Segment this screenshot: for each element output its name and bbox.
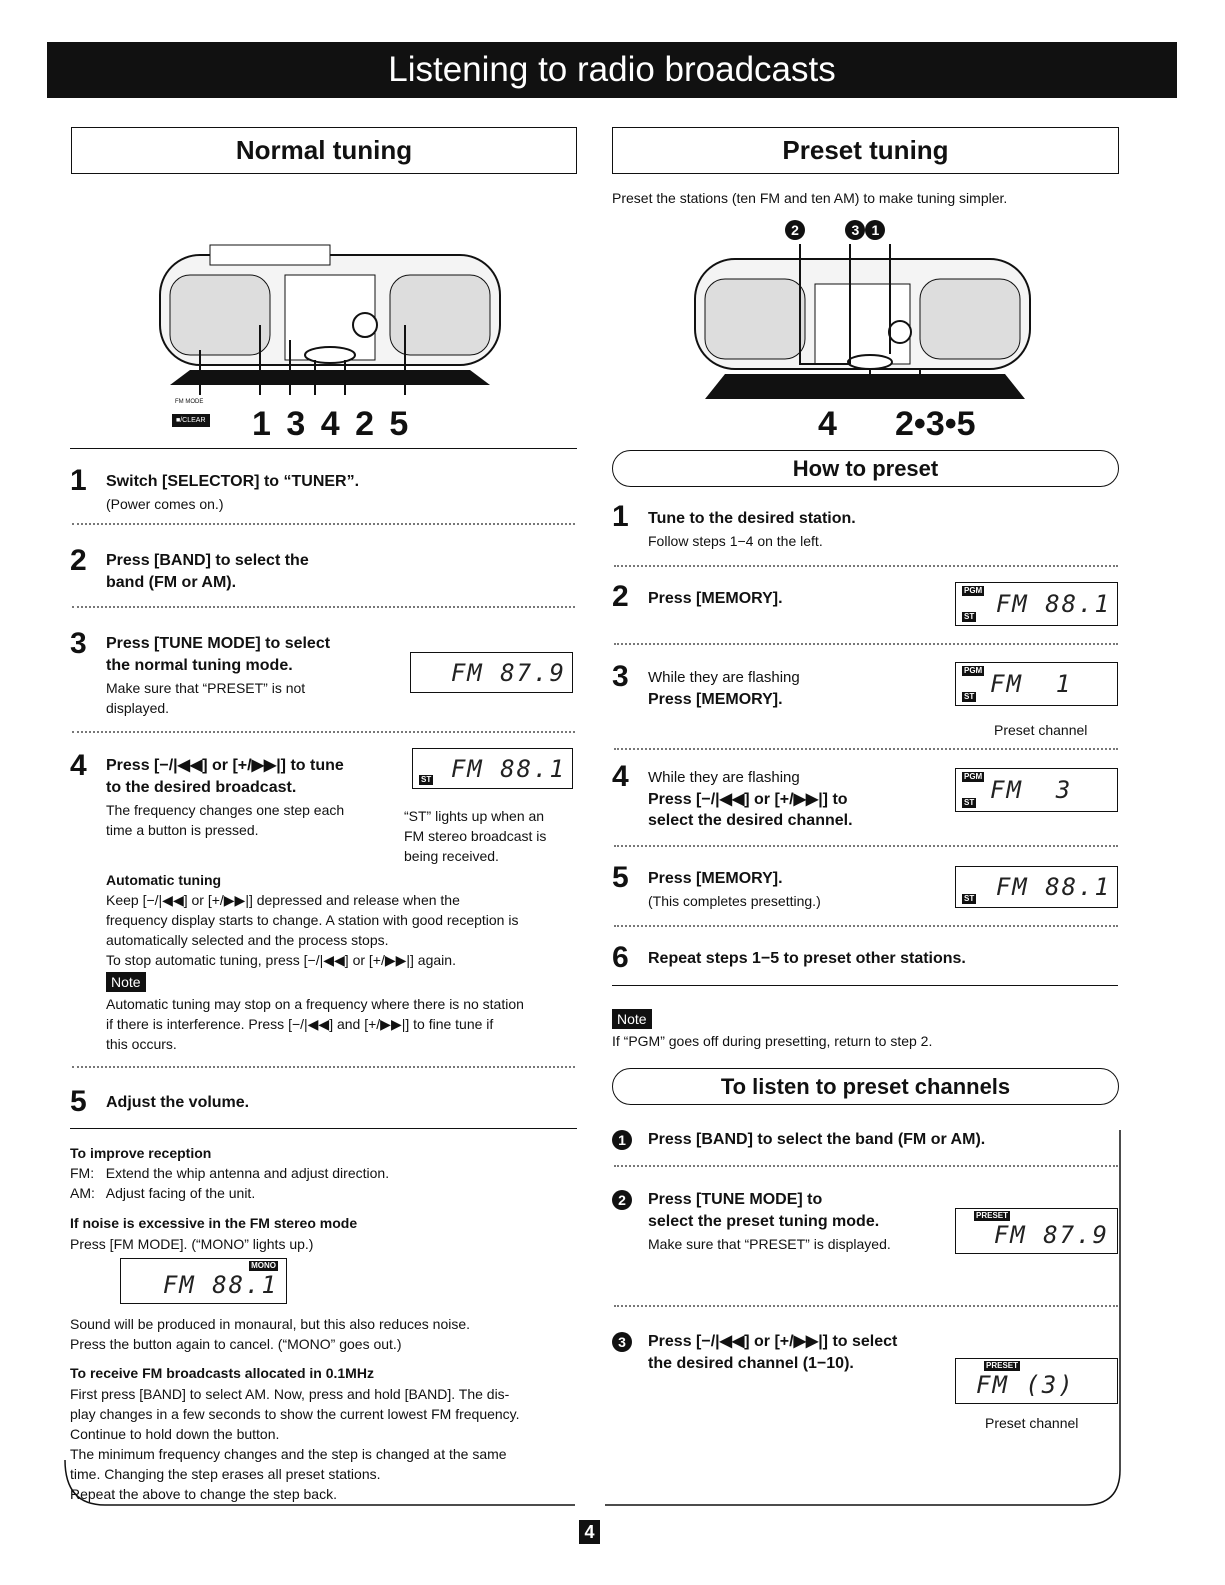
step-title: Press [MEMORY]. xyxy=(648,870,783,887)
step-title: to the desired broadcast. xyxy=(106,779,297,796)
indicator-column xyxy=(962,870,986,904)
text-line: Automatic tuning may stop on a frequency where there is no station xyxy=(106,996,524,1012)
divider xyxy=(70,1128,577,1129)
text-line: Repeat the above to change the step back. xyxy=(70,1486,337,1502)
pgm-indicator: PGM xyxy=(964,772,983,781)
dotted-divider xyxy=(72,606,575,608)
step-title: Repeat steps 1−5 to preset other stations. xyxy=(648,950,966,967)
step-title: Press [MEMORY]. xyxy=(648,590,783,607)
top-callouts xyxy=(785,220,885,241)
step-number: 1 xyxy=(612,500,629,533)
st-indicator: ST xyxy=(964,894,975,903)
text-line: play changes in a few seconds to show the current lowest FM frequency. xyxy=(70,1406,520,1422)
clear-button-label: ■/CLEAR xyxy=(172,414,210,427)
step-title: Press [TUNE MODE] to select xyxy=(106,635,331,652)
lcd-display xyxy=(955,1208,1118,1254)
listen-preset-heading: To listen to preset channels xyxy=(612,1068,1119,1105)
how-to-preset-heading: How to preset xyxy=(612,450,1119,487)
step-number: 2 xyxy=(612,1190,632,1210)
text-line: Continue to hold down the button. xyxy=(70,1426,280,1442)
lcd-text: FM 3 xyxy=(990,776,1073,804)
step-text: Follow steps 1−4 on the left. xyxy=(648,533,823,549)
step-text: (This completes presetting.) xyxy=(648,893,821,909)
lcd-display xyxy=(410,652,573,693)
text-line: this occurs. xyxy=(106,1036,177,1052)
step-number: 4 xyxy=(612,760,629,793)
pgm-indicator: PGM xyxy=(964,586,983,595)
text-line: automatically selected and the process stops. xyxy=(106,932,389,948)
step-title: Press [MEMORY]. xyxy=(648,691,783,708)
intro-text: Preset the stations (ten FM and ten AM) to make tuning simpler. xyxy=(612,190,1008,206)
preset-tuning-heading: Preset tuning xyxy=(612,127,1119,174)
lcd-text: FM 87.9 xyxy=(450,658,566,687)
step-number: 4 xyxy=(70,749,87,782)
divider xyxy=(612,985,1118,986)
step-title: select the preset tuning mode. xyxy=(648,1213,880,1230)
step-text: time a button is pressed. xyxy=(106,822,259,838)
step-title: Tune to the desired station. xyxy=(648,510,856,527)
st-note: “ST” lights up when an xyxy=(404,808,545,824)
pgm-indicator: PGM xyxy=(964,666,983,675)
step-number: 3 xyxy=(612,1332,632,1352)
text-line: First press [BAND] to select AM. Now, press and hold [BAND]. The dis- xyxy=(70,1386,510,1402)
preset-indicator: PRESET xyxy=(986,1361,1019,1370)
step-title: Press [−/|◀◀] or [+/▶▶|] to xyxy=(648,791,848,808)
auto-paragraph xyxy=(106,890,576,970)
lcd-text: FM 88.1 xyxy=(162,1271,278,1299)
dotted-divider xyxy=(614,748,1118,750)
step-number: 2 xyxy=(70,544,87,577)
step-text: While they are flashing xyxy=(648,769,800,786)
indicator-column xyxy=(962,772,986,808)
text-line: if there is interference. Press [−/|◀◀] and [+/▶▶|] to fine tune if xyxy=(106,1016,494,1032)
lcd-display xyxy=(955,768,1118,812)
subheading: If noise is excessive in the FM stereo mode xyxy=(70,1215,358,1231)
step-title: Switch [SELECTOR] to “TUNER”. xyxy=(106,473,360,490)
bracket-outline xyxy=(45,1130,1145,1515)
note-badge: Note xyxy=(612,1009,652,1029)
st-note: being received. xyxy=(404,848,499,864)
step-number: 5 xyxy=(70,1085,87,1118)
step-text: Make sure that “PRESET” is displayed. xyxy=(648,1236,891,1252)
step-title: Press [−/|◀◀] or [+/▶▶|] to tune xyxy=(106,757,344,774)
callout-2: 2 xyxy=(785,220,805,240)
page-title: Listening to radio broadcasts xyxy=(47,42,1177,98)
callout-1: 1 xyxy=(865,220,885,240)
dotted-divider xyxy=(72,1066,575,1068)
text-line: Sound will be produced in monaural, but this also reduces noise. xyxy=(70,1316,471,1332)
st-indicator: ST xyxy=(421,775,432,784)
boombox-illustration xyxy=(690,244,1035,402)
normal-tuning-heading: Normal tuning xyxy=(71,127,577,174)
note-paragraph xyxy=(106,994,524,1054)
indicator-column xyxy=(419,752,443,785)
fm-mode-label: FM MODE xyxy=(175,399,204,405)
step-number: 3 xyxy=(70,627,87,660)
note-badge: Note xyxy=(106,972,146,992)
caption: Preset channel xyxy=(994,722,1088,738)
callout-2-3-5: 2•3•5 xyxy=(895,405,976,443)
text-line: AM: Adjust facing of the unit. xyxy=(70,1185,256,1201)
step-title: the normal tuning mode. xyxy=(106,657,293,674)
dotted-divider xyxy=(72,731,575,733)
step-title: select the desired channel. xyxy=(648,812,853,829)
step-title: Press [−/|◀◀] or [+/▶▶|] to select xyxy=(648,1333,898,1350)
step-title: band (FM or AM). xyxy=(106,574,237,591)
mono-indicator: MONO xyxy=(251,1261,276,1270)
dotted-divider xyxy=(614,845,1118,847)
step-text: (Power comes on.) xyxy=(106,496,224,512)
subheading: To receive FM broadcasts allocated in 0.1MHz xyxy=(70,1365,374,1381)
step-title: Adjust the volume. xyxy=(106,1094,250,1111)
lcd-display xyxy=(412,748,573,789)
callout-numbers: 1 3 4 2 5 xyxy=(252,405,409,443)
step-number: 5 xyxy=(612,861,629,894)
text-line: The minimum frequency changes and the step is changed at the same xyxy=(70,1446,507,1462)
dotted-divider xyxy=(614,925,1118,927)
step-number: 6 xyxy=(612,941,629,974)
lcd-text: FM (3) xyxy=(976,1371,1075,1399)
dotted-divider xyxy=(614,1305,1118,1307)
text-line: Press the button again to cancel. (“MONO” goes out.) xyxy=(70,1336,402,1352)
step-text: Make sure that “PRESET” is not xyxy=(106,680,306,696)
st-note: FM stereo broadcast is xyxy=(404,828,547,844)
text-line: time. Changing the step erases all preset stations. xyxy=(70,1466,381,1482)
st-indicator: ST xyxy=(964,692,975,701)
step-number: 1 xyxy=(612,1130,632,1150)
step-number: 3 xyxy=(612,660,629,693)
indicator-column xyxy=(962,666,986,702)
step-text: The frequency changes one step each xyxy=(106,802,345,818)
step-number: 1 xyxy=(70,464,87,497)
text-line: frequency display starts to change. A station with good reception is xyxy=(106,912,519,928)
lcd-display xyxy=(955,662,1118,706)
subheading: To improve reception xyxy=(70,1145,212,1161)
step-title: Press [BAND] to select the band (FM or AM). xyxy=(648,1131,986,1148)
caption: Preset channel xyxy=(985,1415,1079,1431)
lcd-text: FM 1 xyxy=(990,670,1073,698)
step-text: While they are flashing xyxy=(648,669,800,686)
lcd-display xyxy=(955,1358,1118,1404)
dotted-divider xyxy=(614,565,1118,567)
lcd-text: FM 88.1 xyxy=(450,754,566,783)
divider xyxy=(70,448,577,449)
lcd-text: FM 88.1 xyxy=(995,590,1111,618)
lcd-text: FM 88.1 xyxy=(995,873,1111,901)
st-indicator: ST xyxy=(964,798,975,807)
step-title: Press [BAND] to select the xyxy=(106,552,309,569)
text-line: Keep [−/|◀◀] or [+/▶▶|] depressed and release when the xyxy=(106,892,460,908)
page-number: 4 xyxy=(579,1520,600,1544)
step-title: Press [TUNE MODE] to xyxy=(648,1191,823,1208)
step-title: the desired channel (1−10). xyxy=(648,1355,854,1372)
subheading: Automatic tuning xyxy=(106,872,222,888)
indicator-column xyxy=(962,586,986,622)
callout-4: 4 xyxy=(818,405,837,443)
text-line: FM: Extend the whip antenna and adjust direction. xyxy=(70,1165,390,1181)
dotted-divider xyxy=(72,523,575,525)
note-text: If “PGM” goes off during presetting, return to step 2. xyxy=(612,1033,933,1049)
lcd-text: FM 87.9 xyxy=(993,1221,1109,1249)
step-number: 2 xyxy=(612,580,629,613)
lcd-display xyxy=(955,582,1118,626)
text-line: Press [FM MODE]. (“MONO” lights up.) xyxy=(70,1236,314,1252)
preset-indicator: PRESET xyxy=(976,1211,1009,1220)
st-indicator: ST xyxy=(964,612,975,621)
dotted-divider xyxy=(614,1165,1118,1167)
boombox-illustration xyxy=(150,225,510,395)
step-text: displayed. xyxy=(106,700,170,716)
lcd-display xyxy=(955,866,1118,908)
dotted-divider xyxy=(614,643,1118,645)
text-line: To stop automatic tuning, press [−/|◀◀] or [+/▶▶|] again. xyxy=(106,952,456,968)
callout-3: 3 xyxy=(845,220,865,240)
